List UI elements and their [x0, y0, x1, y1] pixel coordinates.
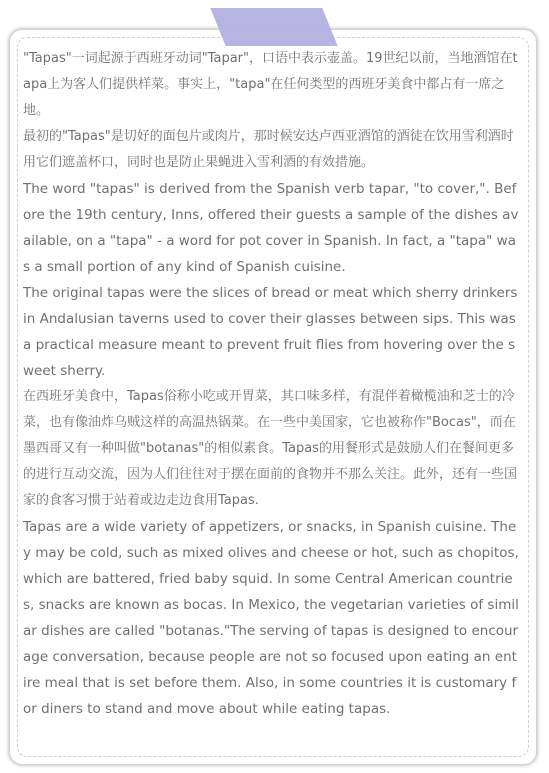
paragraph-origin-cn: "Tapas"一词起源于西班牙动词"Tapar"，口语中表示壶盖。19世纪以前，当地酒馆在tapa上为客人们提供样菜。事实上，"tapa"在任何类型的西班牙美食中都占有一席之地。 [23, 51, 518, 118]
paragraph-variety-cn: 在西班牙美食中，Tapas俗称小吃或开胃菜，其口味多样，有混伴着橄榄油和芝士的冷菜，也有像油炸乌贼这样的高温热锅菜。在一些中美国家，它也被称作"Bocas"，而在墨西哥又有一种叫做"botanas"的相似素食。Tapas的用餐形式是鼓励人们在餐间更多的进行互动交流，因为人们往往对于摆在面前的食物并不那么关注。此外，还有一些国家的食客习惯于站着或边走边食用Tapas. [23, 389, 518, 508]
paragraph-original-en: The original tapas were the slices of bread or meat which sherry drinkers in Andalusian taverns used to cover their glasses between sips. This was a practical measure meant to prevent fruit flies from hovering over the sweet sherry. [23, 285, 518, 379]
paragraph-original-cn: 最初的"Tapas"是切好的面包片或肉片，那时候安达卢西亚酒馆的酒徒在饮用雪利酒时用它们遮盖杯口，同时也是防止果蝇进入雪利酒的有效措施。 [23, 129, 514, 170]
tape-decoration [210, 8, 337, 46]
paragraph-variety-en: Tapas are a wide variety of appetizers, or snacks, in Spanish cuisine. They may be cold, such as mixed olives and cheese or hot, such as chopitos, which are battered, fried baby squid. In some Central American countries, snacks are known as bocas. In Mexico, the vegetarian varieties of similar dishes are called "botanas."The serving of tapas is designed to encourage conversation, because people are not so focused upon eating an entire meal that is set before them. Also, in some countries it is customary for diners to stand and move about while eating tapas. [23, 519, 519, 717]
article-body [23, 46, 519, 722]
paragraph-origin-en: The word "tapas" is derived from the Spanish verb tapar, "to cover,". Before the 19th century, Inns, offered their guests a sample of the dishes available, on a "tapa" - a word for pot cover in Spanish. In fact, a "tapa" was a small portion of any kind of Spanish cuisine. [23, 181, 519, 275]
